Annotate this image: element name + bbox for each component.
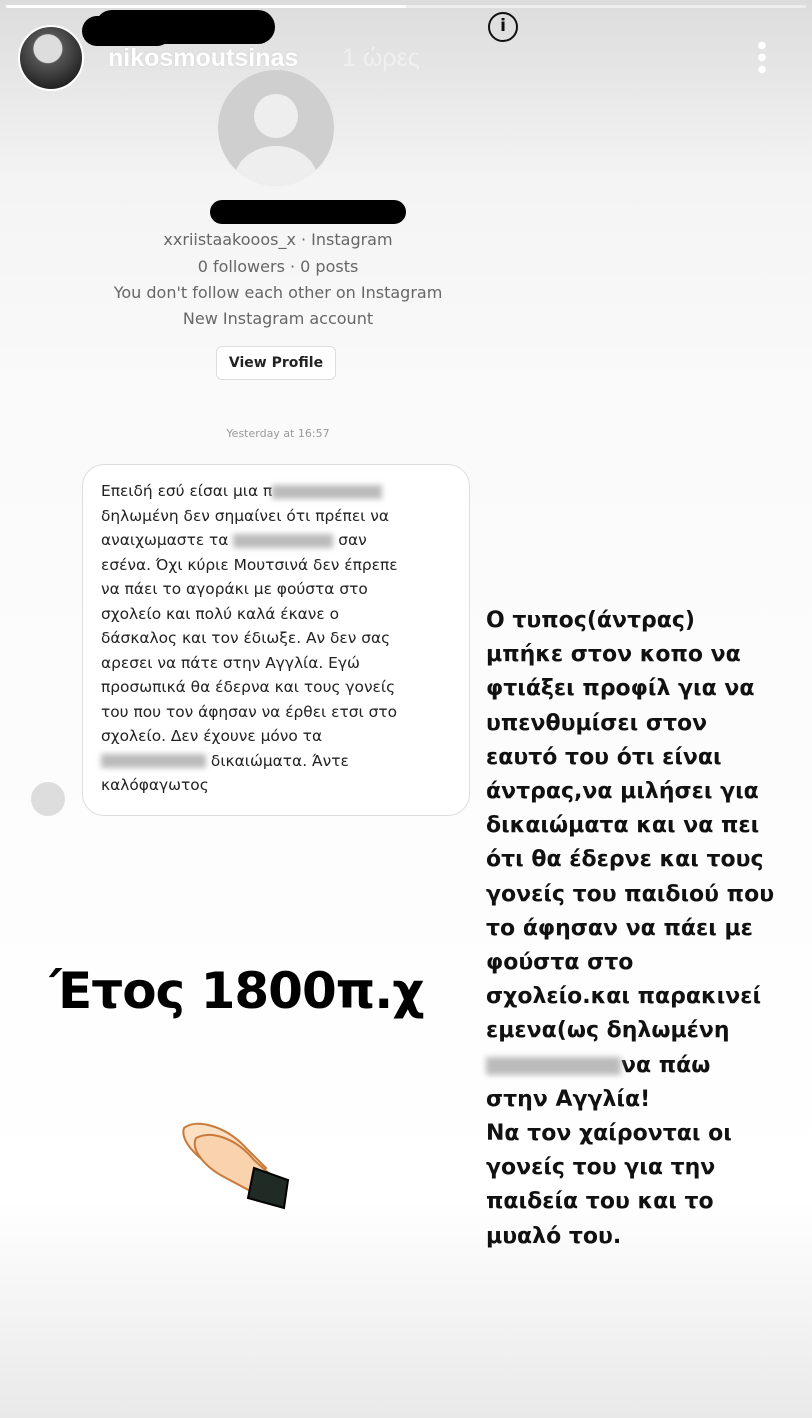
message-bubble: [82, 464, 470, 816]
commentary-line: δικαιώματα και να πει: [486, 813, 760, 839]
commentary-line: εμενα(ως δηλωμένη: [486, 1018, 730, 1044]
message-line: σχολείο. Δεν έχουνε μόνο τα: [101, 727, 323, 745]
message-line: δάσκαλος και τον έδιωξε. Αν δεν σας: [101, 629, 391, 647]
info-icon[interactable]: i: [488, 12, 518, 42]
commentary-line: εαυτό του ότι είναι: [486, 744, 722, 770]
story-progress-bar: [6, 5, 806, 8]
commentary-line: σχολείο.και παρακινεί: [486, 984, 762, 1010]
commentary-line: το άφησαν να πάει με: [486, 915, 753, 941]
story-time: 1 ώρες: [342, 44, 420, 72]
message-line: σχολείο και πολύ καλά έκανε ο: [101, 604, 340, 623]
commentary-text: [486, 604, 806, 1254]
message-line: σαν: [338, 531, 367, 549]
message-line: καλόφαγωτος: [101, 776, 209, 794]
commentary-line: γονείς του για την: [486, 1155, 716, 1181]
story-progress-fill: [6, 5, 406, 8]
message-line: δικαιώματα. Άντε: [210, 751, 349, 770]
message-line: προσωπικά θα έδερνα και τους γονείς: [101, 678, 396, 696]
avatar[interactable]: [18, 25, 84, 91]
clapping-hands-icon: [176, 1108, 296, 1218]
commentary-line: Ο τυπος(άντρας): [486, 608, 695, 633]
caption-text: Έτος 1800π.χ: [50, 962, 424, 1020]
story-username[interactable]: nikosmoutsinas: [108, 44, 299, 72]
view-profile-button[interactable]: View Profile: [216, 346, 336, 380]
redaction-mark: [95, 10, 275, 44]
account-note: New Instagram account: [182, 309, 374, 328]
message-line: εσένα. Όχι κύριε Μουτσινά δεν έπρεπε: [101, 555, 398, 574]
redaction-mark: [210, 200, 406, 224]
message-line: αρεσει να πάτε στην Αγγλία. Εγώ: [101, 653, 360, 672]
more-vertical-icon[interactable]: ● ● ●: [757, 40, 767, 75]
commentary-line: να πάω: [621, 1052, 711, 1078]
commentary-line: φτιάξει προφίλ για να: [486, 676, 755, 702]
follow-status: You don't follow each other on Instagram: [113, 283, 443, 302]
commentary-line: παιδεία του και το: [486, 1189, 714, 1215]
commentary-line: υπενθυμίσει στον: [486, 710, 708, 736]
commentary-line: γονείς του παιδιού που: [486, 881, 775, 907]
blurred-word: [101, 754, 206, 768]
message-line: να πάει το αγοράκι με φούστα στο: [101, 580, 368, 598]
commentary-line: μυαλό του.: [486, 1223, 622, 1249]
commentary-line: Να τον χαίρονται οι: [486, 1121, 732, 1147]
message-line: του που τον άφησαν να έρθει ετσι στο: [101, 702, 398, 721]
message-line: δηλωμένη δεν σημαίνει ότι πρέπει να: [101, 506, 389, 525]
sender-avatar: [31, 782, 65, 816]
message-line: Επειδή εσύ είσαι μια π: [101, 482, 273, 500]
profile-stats: 0 followers · 0 posts: [197, 257, 359, 276]
blurred-word: [233, 534, 333, 548]
commentary-line: μπήκε στον κοπο να: [486, 642, 741, 668]
blurred-word: [486, 1057, 621, 1075]
commentary-line: ότι θα έδερνε και τους: [486, 847, 764, 873]
message-timestamp: Yesterday at 16:57: [226, 427, 330, 440]
profile-picture-placeholder: [218, 70, 334, 186]
commentary-line: φούστα στο: [486, 950, 634, 976]
commentary-line: στην Αγγλία!: [486, 1086, 651, 1112]
profile-handle: xxriistaakooos_x · Instagram: [163, 230, 393, 249]
message-line: αναιχωμαστε τα: [101, 531, 229, 549]
commentary-line: άντρας,να μιλήσει για: [486, 779, 759, 805]
blurred-word: [272, 485, 382, 499]
